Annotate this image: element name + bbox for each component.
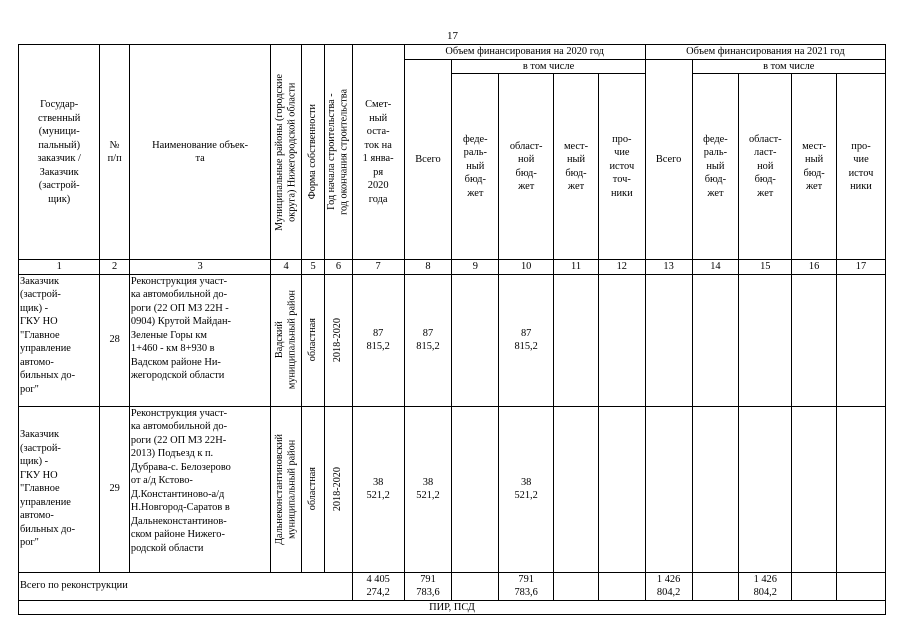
row-regional-2021: [739, 274, 792, 406]
header-local-2021: мест- ный бюд- жет: [792, 74, 837, 260]
table-row: [19, 274, 886, 406]
financing-table: [18, 44, 886, 615]
row-ownership: областная: [306, 467, 318, 511]
section-label: ПИР, ПСД: [19, 600, 886, 615]
col-number: 13: [645, 260, 692, 275]
col-number: 6: [325, 260, 352, 275]
header-other-2020: про- чие источ точ- ники: [598, 74, 645, 260]
header-regional-2020: област- ной бюд- жет: [499, 74, 554, 260]
row-object: Реконструкция участ- ка автомобильной до- роги (22 ОП МЗ 22Н - 0904) Крутой Майдан- Зеленые Горы км 1+460 - км 8+930 в Вадском районе Ни- жегородской области: [129, 274, 270, 406]
row-number: 28: [100, 274, 130, 406]
totals-label: Всего по реконструкции: [19, 572, 353, 600]
row-federal-2020: [452, 406, 499, 572]
col-number: 7: [352, 260, 404, 275]
totals-estimate: 4 405 274,2: [352, 572, 404, 600]
col-number: 1: [19, 260, 100, 275]
header-estimate: Смет- ный оста- ток на 1 янва- ря 2020 года: [352, 45, 404, 260]
row-federal-2021: [692, 274, 739, 406]
row-regional-2020: 38 521,2: [499, 406, 554, 572]
row-estimate: 87 815,2: [352, 274, 404, 406]
row-other-2021: [836, 406, 885, 572]
totals-row: [19, 572, 886, 600]
page-number: 17: [447, 30, 458, 42]
col-number: 2: [100, 260, 130, 275]
row-district-cell: [271, 406, 302, 572]
col-number: 8: [404, 260, 452, 275]
row-number: 29: [100, 406, 130, 572]
row-years: 2018-2020: [332, 317, 344, 363]
row-ownership-cell: [301, 406, 324, 572]
row-years-cell: [325, 406, 352, 572]
totals-regional-2020: 791 783,6: [499, 572, 554, 600]
row-regional-2021: [739, 406, 792, 572]
col-number: 14: [692, 260, 739, 275]
totals-other-2021: [836, 572, 885, 600]
row-ownership: областная: [306, 318, 318, 362]
header-ownership: Форма собственности: [306, 104, 318, 200]
row-district: Дальнеконстантиновский муниципальный район: [273, 433, 298, 545]
row-other-2020: [598, 274, 645, 406]
header-federal-2020: феде- раль- ный бюд- жет: [452, 74, 499, 260]
row-local-2021: [792, 406, 837, 572]
header-object-name: Наименование объек- та: [129, 45, 270, 260]
row-estimate: 38 521,2: [352, 406, 404, 572]
totals-local-2020: [554, 572, 599, 600]
row-local-2020: [554, 274, 599, 406]
row-local-2020: [554, 406, 599, 572]
row-other-2020: [598, 406, 645, 572]
header-incl-2020: в том числе: [452, 59, 645, 74]
row-total-2021: [645, 406, 692, 572]
header-federal-2021: феде- раль- ный бюд- жет: [692, 74, 739, 260]
row-regional-2020: 87 815,2: [499, 274, 554, 406]
col-number: 3: [129, 260, 270, 275]
row-object: Реконструкция участ- ка автомобильной до- роги (22 ОП МЗ 22Н- 2013) Подъезд к п. Дубрава-с. Белозерово от а/д Кстово- Д.Константиново-а/д Н.Новгород-Саратов в Дальнеконстантинов- ском районе Нижего- родской области: [129, 406, 270, 572]
row-local-2021: [792, 274, 837, 406]
header-total-2020: Всего: [404, 59, 452, 260]
row-total-2020: 87 815,2: [404, 274, 452, 406]
col-number: 17: [836, 260, 885, 275]
header-customer: Государ- ственный (муници- пальный) заказчик / Заказчик (застрой- щик): [19, 45, 100, 260]
totals-federal-2021: [692, 572, 739, 600]
header-ownership-cell: [301, 45, 324, 260]
column-numbers-row: [19, 260, 886, 275]
totals-other-2020: [598, 572, 645, 600]
header-total-2021: Всего: [645, 59, 692, 260]
row-customer: Заказчик (застрой- щик) - ГКУ НО "Главное управление автомо- бильных до- рог": [19, 406, 100, 572]
header-regional-2021: област- ласт- ной бюд- жет: [739, 74, 792, 260]
row-other-2021: [836, 274, 885, 406]
totals-total-2021: 1 426 804,2: [645, 572, 692, 600]
header-districts-cell: [271, 45, 302, 260]
header-other-2021: про- чие источ ники: [836, 74, 885, 260]
header-fin-2020: Объем финансирования на 2020 год: [404, 45, 645, 60]
col-number: 4: [271, 260, 302, 275]
col-number: 16: [792, 260, 837, 275]
col-number: 5: [301, 260, 324, 275]
col-number: 12: [598, 260, 645, 275]
totals-local-2021: [792, 572, 837, 600]
header-years-cell: [325, 45, 352, 260]
row-district: Вадский муниципальный район: [273, 290, 298, 390]
row-federal-2021: [692, 406, 739, 572]
row-total-2020: 38 521,2: [404, 406, 452, 572]
row-total-2021: [645, 274, 692, 406]
row-ownership-cell: [301, 274, 324, 406]
totals-federal-2020: [452, 572, 499, 600]
row-years: 2018-2020: [332, 466, 344, 512]
row-district-cell: [271, 274, 302, 406]
row-customer: Заказчик (застрой- щик) - ГКУ НО "Главное управление автомо- бильных до- рог": [19, 274, 100, 406]
totals-regional-2021: 1 426 804,2: [739, 572, 792, 600]
header-fin-2021: Объем финансирования на 2021 год: [645, 45, 885, 60]
col-number: 10: [499, 260, 554, 275]
col-number: 11: [554, 260, 599, 275]
row-federal-2020: [452, 274, 499, 406]
totals-total-2020: 791 783,6: [404, 572, 452, 600]
header-local-2020: мест- ный бюд- жет: [554, 74, 599, 260]
header-districts: Муниципальные районы (городские округа) Нижегородской области: [273, 73, 298, 231]
col-number: 9: [452, 260, 499, 275]
table-row: [19, 406, 886, 572]
row-years-cell: [325, 274, 352, 406]
col-number: 15: [739, 260, 792, 275]
header-years: Год начала строительства - год окончания строительства: [326, 89, 350, 215]
section-row: [19, 600, 886, 615]
header-incl-2021: в том числе: [692, 59, 885, 74]
header-number: № п/п: [100, 45, 130, 260]
